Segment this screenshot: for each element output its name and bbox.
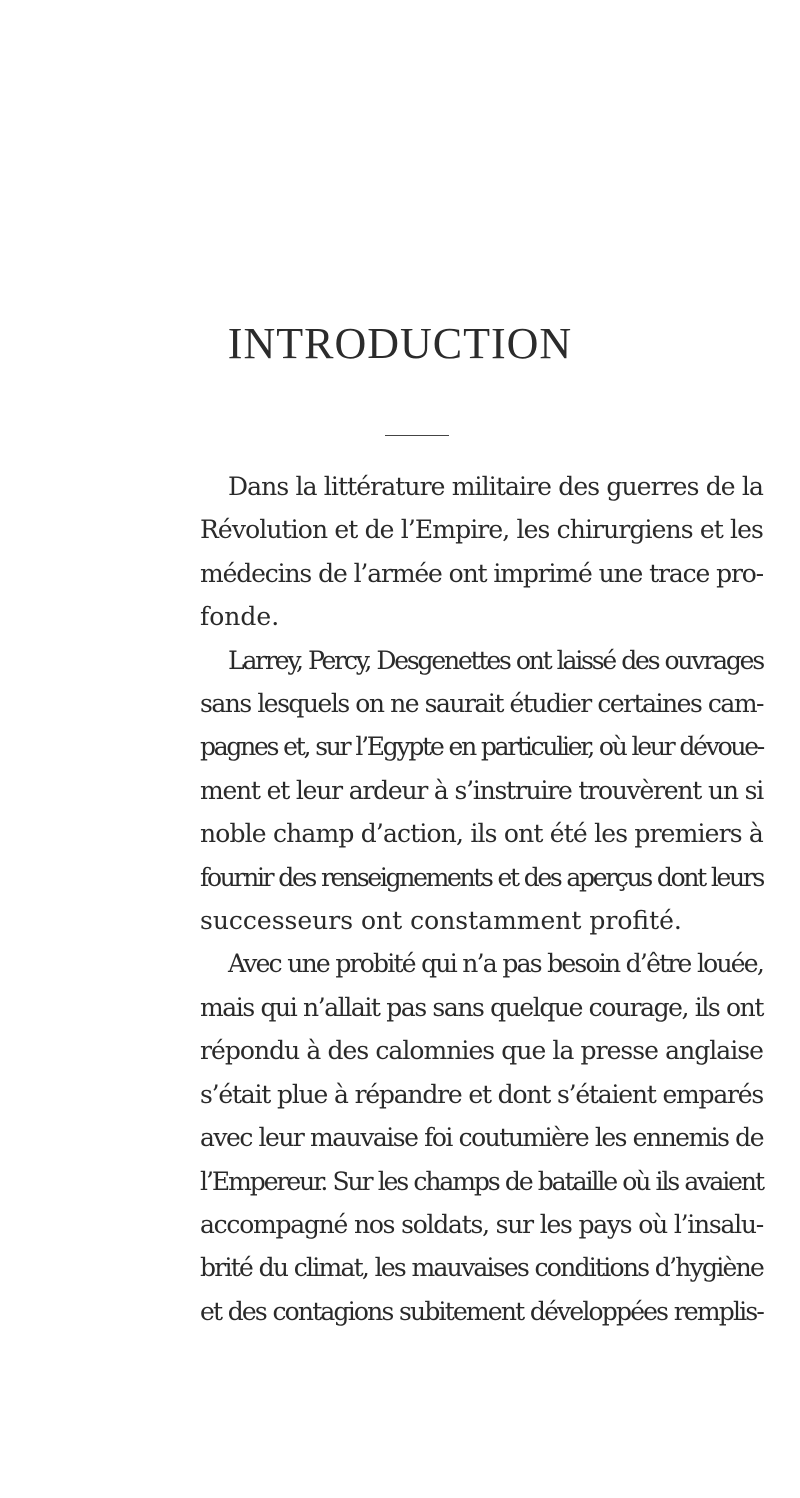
text-line: pagnes et, sur l’Egypte en particulier, où leur dévoue- — [200, 732, 763, 762]
text-line: médecins de l’armée ont imprimé une trace pro- — [200, 558, 763, 588]
text-line: Révolution et de l’Empire, les chirurgiens et les — [200, 515, 763, 545]
text-line: fournir des renseignements et des aperçus dont leurs — [200, 862, 763, 892]
text-line: s’était plue à répandre et dont s’étaient emparés — [200, 1079, 763, 1109]
text-line: avec leur mauvaise foi coutumière les ennemis de — [200, 1123, 763, 1153]
text-line: fonde. — [200, 602, 280, 632]
text-line: accompagné nos soldats, sur les pays où l’insalu- — [200, 1209, 763, 1239]
text-line: ment et leur ardeur à s’instruire trouvèrent un si — [200, 775, 763, 805]
body-text — [200, 465, 763, 1333]
text-line: Dans la littérature militaire des guerres de la — [228, 472, 763, 501]
text-line: mais qui n’allait pas sans quelque courage, ils ont — [200, 992, 763, 1022]
text-line: Avec une probité qui n’a pas besoin d’être louée, — [228, 949, 763, 979]
text-line: répondu à des calomnies que la presse anglaise — [200, 1036, 763, 1066]
text-line: sans lesquels on ne saurait étudier certaines cam- — [200, 689, 763, 719]
text-line: Larrey, Percy, Desgenettes ont laissé des ouvrages — [228, 645, 763, 675]
heading-divider — [385, 435, 449, 436]
text-line: et des contagions subitement développées remplis- — [200, 1296, 763, 1326]
text-line: l’Empereur. Sur les champs de bataille où ils avaient — [200, 1166, 763, 1196]
text-line: successeurs ont constamment profité. — [200, 906, 682, 936]
text-line: noble champ d’action, ils ont été les premiers à — [200, 819, 763, 849]
text-line: brité du climat, les mauvaises conditions d’hygiène — [200, 1253, 763, 1283]
chapter-heading: INTRODUCTION — [227, 319, 573, 368]
